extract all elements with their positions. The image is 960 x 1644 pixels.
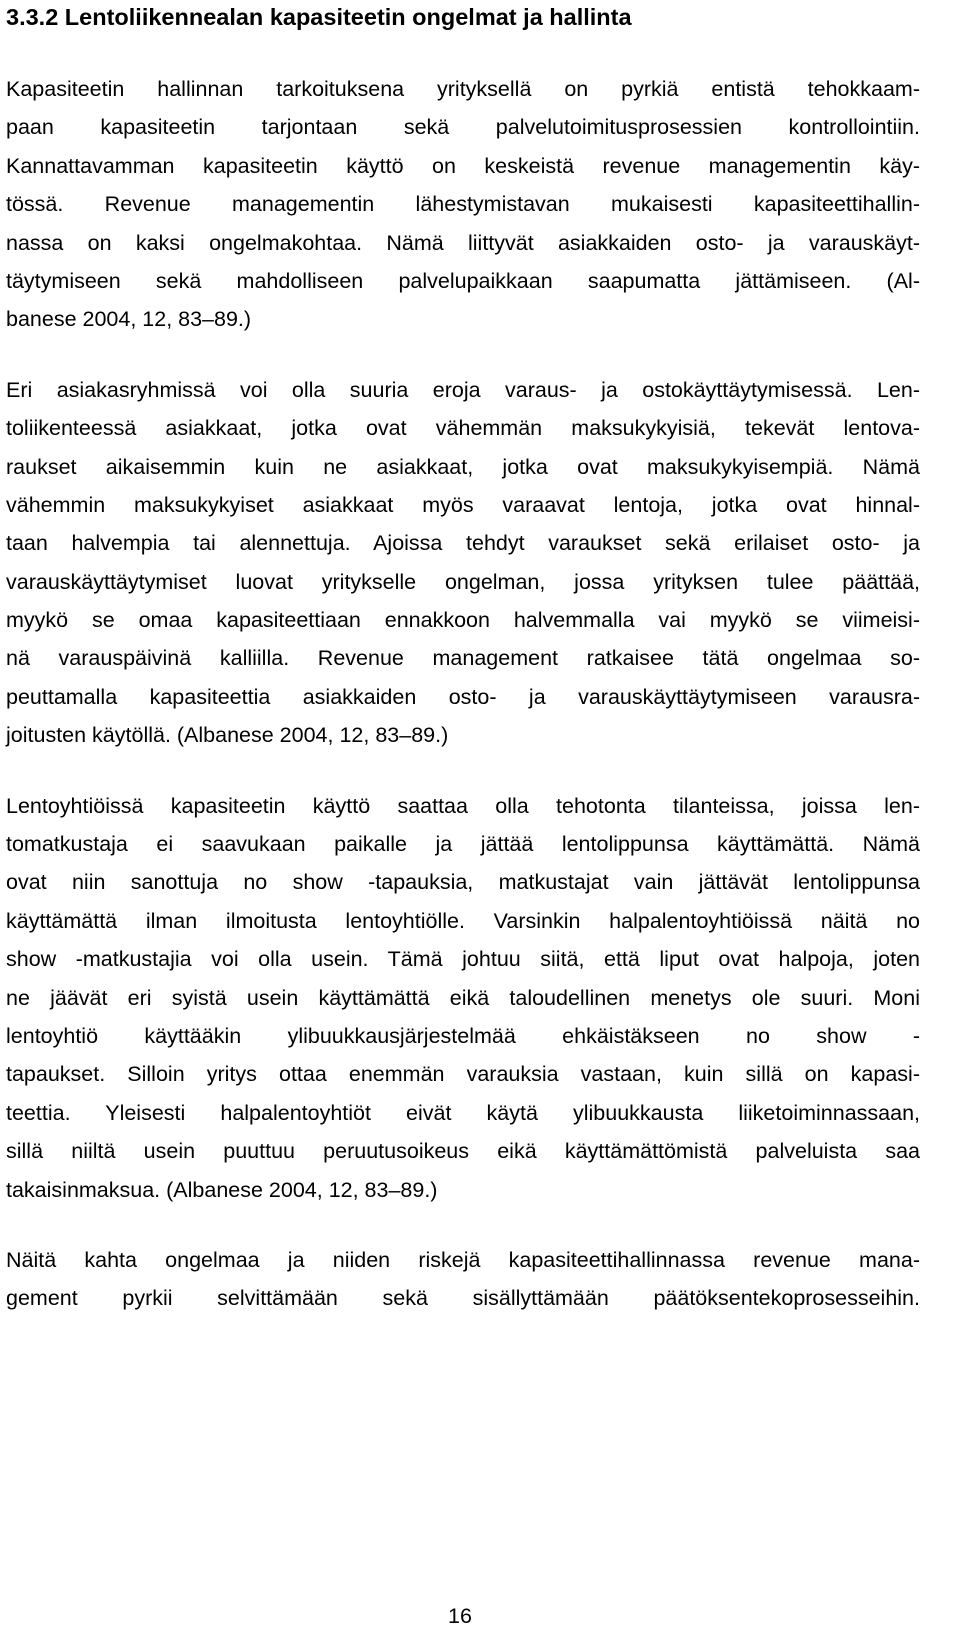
text-line: varauskäyttäytymiset luovat yritykselle ongelman, jossa yrityksen tulee päättää, bbox=[6, 569, 920, 594]
text-line: teettia. Yleisesti halpalentoyhtiöt eivät käytä ylibuukkausta liiketoiminnassaan, bbox=[6, 1100, 920, 1125]
paragraph-no-show bbox=[6, 787, 920, 1209]
text-line: paan kapasiteetin tarjontaan sekä palvelutoimitusprosessien kontrollointiin. bbox=[6, 115, 920, 140]
text-line: banese 2004, 12, 83‒89.) bbox=[6, 307, 252, 332]
document-page bbox=[6, 0, 920, 1318]
text-line: ne jäävät eri syistä usein käyttämättä eikä taloudellinen menetys ole suuri. Moni bbox=[6, 985, 920, 1010]
text-line: gement pyrkii selvittämään sekä sisällyttämään päätöksentekoprosesseihin. bbox=[6, 1286, 920, 1311]
text-line: Eri asiakasryhmissä voi olla suuria eroja varaus- ja ostokäyttäytymisessä. Len- bbox=[6, 377, 920, 402]
text-line: show -matkustajia voi olla usein. Tämä johtuu siitä, että liput ovat halpoja, joten bbox=[6, 947, 920, 972]
section-heading: 3.3.2 Lentoliikennealan kapasiteetin ongelmat ja hallinta bbox=[6, 4, 632, 30]
text-line: tomatkustaja ei saavukaan paikalle ja jättää lentolippunsa käyttämättä. Nämä bbox=[6, 832, 920, 857]
paragraph-booking-behaviour bbox=[6, 371, 920, 755]
text-line: nä varauspäivinä kalliilla. Revenue management ratkaisee tätä ongelmaa so- bbox=[6, 646, 920, 671]
paragraph-conclusion bbox=[6, 1241, 920, 1318]
page-number: 16 bbox=[448, 1604, 472, 1628]
text-line: Kapasiteetin hallinnan tarkoituksena yrityksellä on pyrkiä entistä tehokkaam- bbox=[6, 77, 920, 101]
text-line: sillä niiltä usein puuttuu peruutusoikeus eikä käyttämättömistä palveluista saa bbox=[6, 1139, 920, 1164]
text-line: käyttämättä ilman ilmoitusta lentoyhtiölle. Varsinkin halpalentoyhtiöissä näitä no bbox=[6, 908, 920, 933]
text-line: joitusten käytöllä. (Albanese 2004, 12, 83‒89.) bbox=[6, 723, 449, 748]
text-line: takaisinmaksua. (Albanese 2004, 12, 83‒89.) bbox=[6, 1177, 438, 1202]
text-line: taan halvempia tai alennettuja. Ajoissa tehdyt varaukset sekä erilaiset osto- ja bbox=[6, 531, 920, 556]
text-line: Näitä kahta ongelmaa ja niiden riskejä kapasiteettihallinnassa revenue mana- bbox=[6, 1247, 920, 1272]
text-line: peuttamalla kapasiteettia asiakkaiden osto- ja varauskäyttäytymiseen varausra- bbox=[6, 684, 920, 709]
text-line: tössä. Revenue managementin lähestymistavan mukaisesti kapasiteettihallin- bbox=[6, 192, 920, 217]
text-line: täytymiseen sekä mahdolliseen palvelupaikkaan saapumatta jättämiseen. (Al- bbox=[6, 268, 920, 293]
text-line: ovat niin sanottuja no show -tapauksia, matkustajat vain jättävät lentolippunsa bbox=[6, 870, 920, 895]
text-line: lentoyhtiö käyttääkin ylibuukkausjärjestelmää ehkäistäkseen no show - bbox=[6, 1023, 920, 1048]
text-line: Lentoyhtiöissä kapasiteetin käyttö saattaa olla tehotonta tilanteissa, joissa len- bbox=[6, 793, 920, 818]
text-line: Kannattavamman kapasiteetin käyttö on keskeistä revenue managementin käy- bbox=[6, 153, 920, 178]
text-line: myykö se omaa kapasiteettiaan ennakkoon halvemmalla vai myykö se viimeisi- bbox=[6, 608, 920, 633]
text-line: toliikenteessä asiakkaat, jotka ovat vähemmän maksukykyisiä, tekevät lentova- bbox=[6, 416, 920, 441]
text-line: nassa on kaksi ongelmakohtaa. Nämä liittyvät asiakkaiden osto- ja varauskäyt- bbox=[6, 230, 920, 255]
text-line: tapaukset. Silloin yritys ottaa enemmän varauksia vastaan, kuin sillä on kapasi- bbox=[6, 1062, 920, 1087]
text-line: vähemmin maksukykyiset asiakkaat myös varaavat lentoja, jotka ovat hinnal- bbox=[6, 492, 920, 517]
paragraph-capacity-management bbox=[6, 70, 920, 339]
text-line: raukset aikaisemmin kuin ne asiakkaat, jotka ovat maksukykyisempiä. Nämä bbox=[6, 454, 920, 479]
